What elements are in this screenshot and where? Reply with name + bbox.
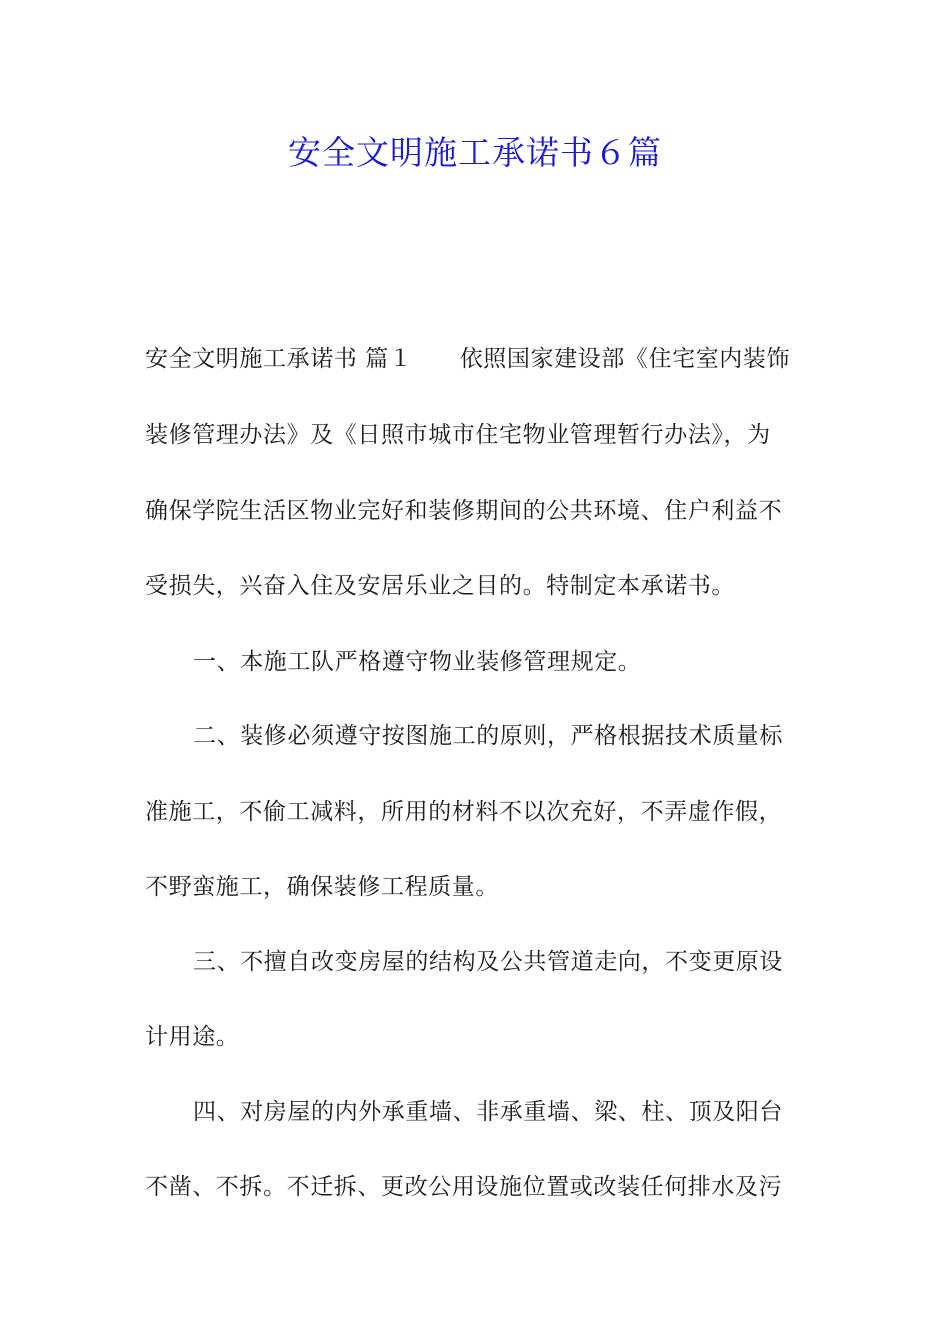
document-title: 安全文明施工承诺书６篇 — [288, 133, 662, 172]
paragraph-line: 一、本施工队严格遵守物业装修管理规定。 — [193, 649, 642, 675]
paragraph-line: 准施工，不偷工减料，所用的材料不以次充好，不弄虚作假， — [145, 799, 783, 825]
paragraph-line: 计用途。 — [145, 1024, 240, 1050]
paragraph-line: 不凿、不拆。不迁拆、更改公用设施位置或改装任何排水及污 — [145, 1174, 783, 1200]
paragraph-line: 三、不擅自改变房屋的结构及公共管道走向，不变更原设 — [193, 949, 783, 975]
paragraph-line: 四、对房屋的内外承重墙、非承重墙、梁、柱、顶及阳台 — [193, 1099, 783, 1125]
paragraph-line: 不野蛮施工，确保装修工程质量。 — [145, 874, 499, 900]
paragraph-line: 装修管理办法》及《日照市城市住宅物业管理暂行办法》，为 — [145, 422, 771, 448]
paragraph-line: 安全文明施工承诺书 篇１ 依照国家建设部《住宅室内装饰 — [145, 346, 791, 372]
paragraph-line: 确保学院生活区物业完好和装修期间的公共环境、住户利益不 — [145, 498, 783, 524]
paragraph-line: 受损失，兴奋入住及安居乐业之目的。特制定本承诺书。 — [145, 573, 735, 599]
paragraph-line: 二、装修必须遵守按图施工的原则，严格根据技术质量标 — [193, 723, 783, 749]
